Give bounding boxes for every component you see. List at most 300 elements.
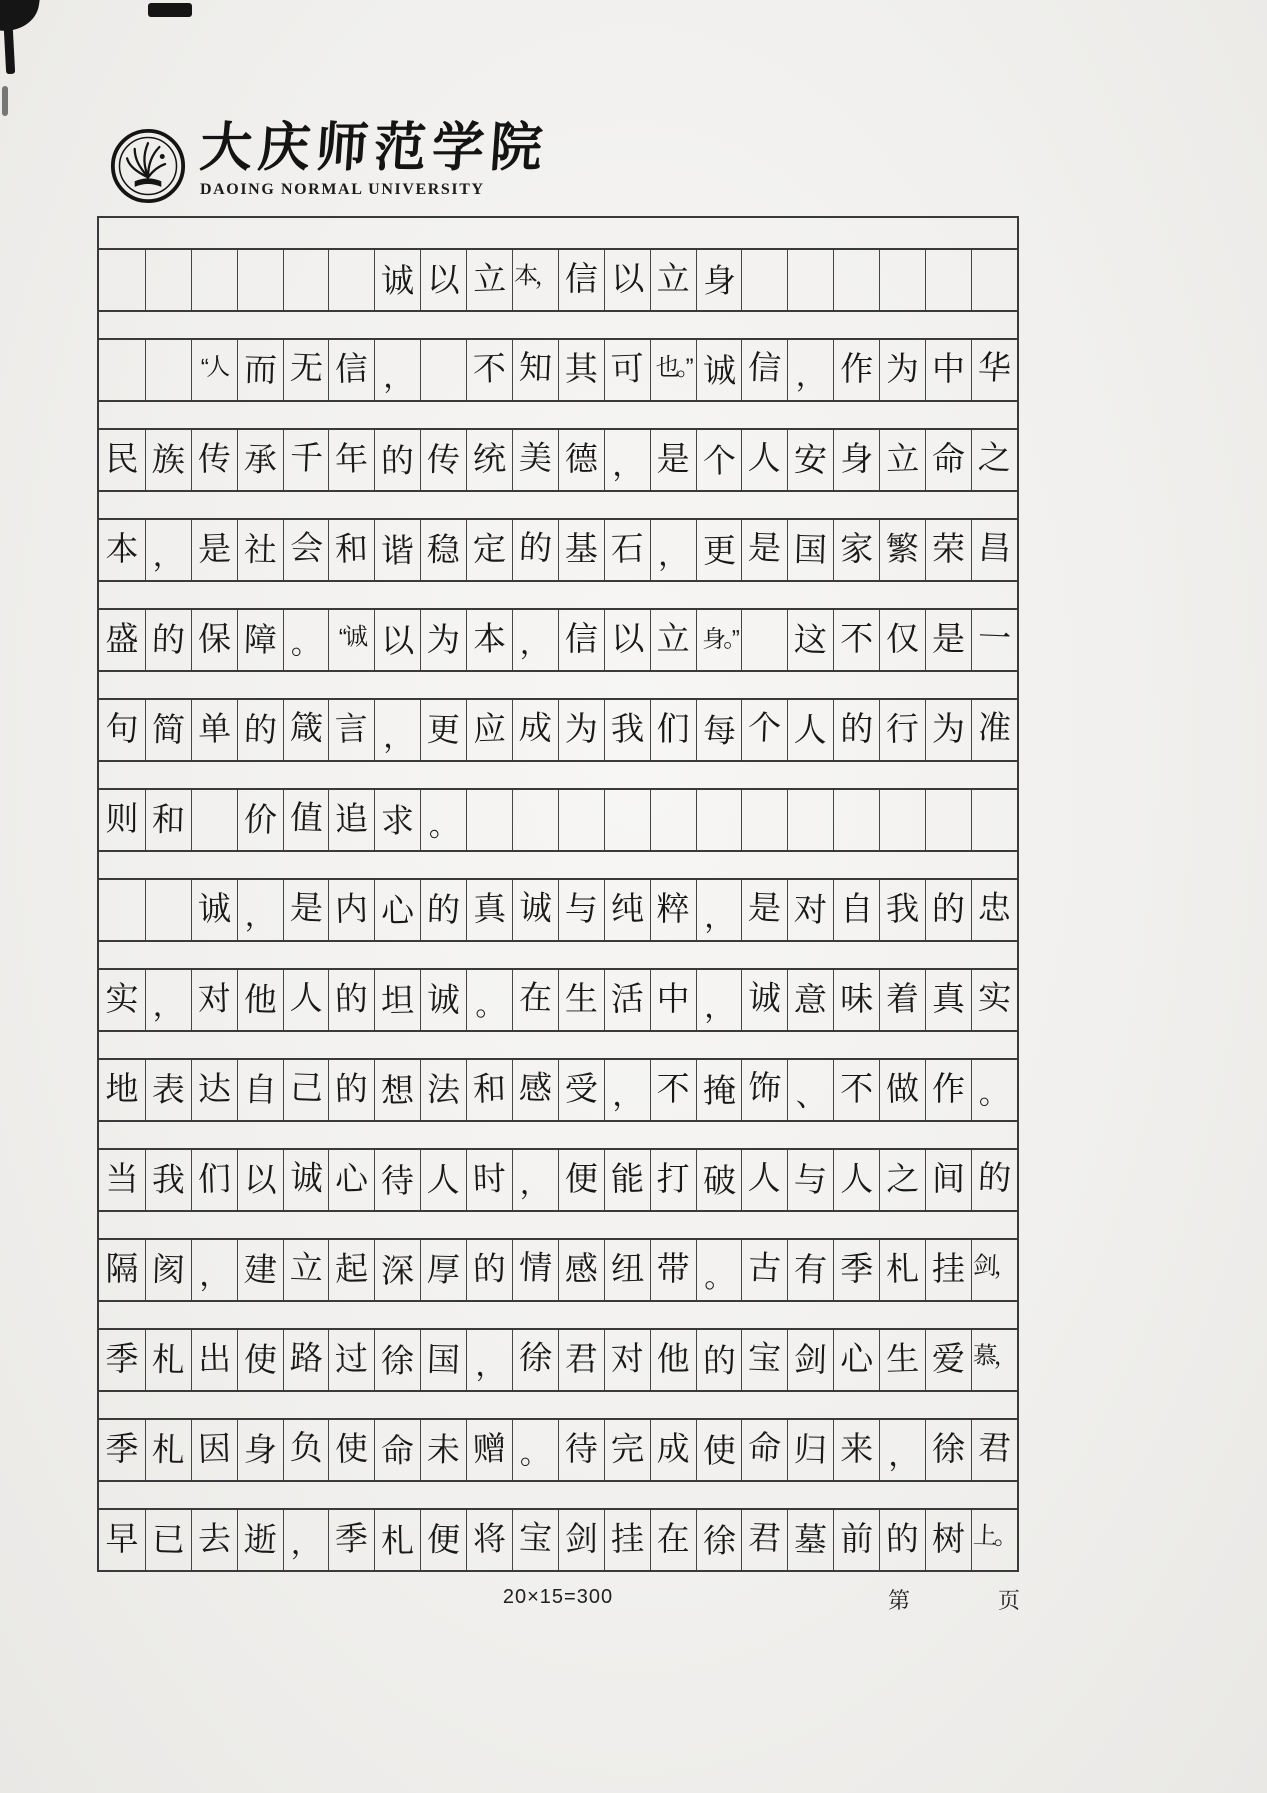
grid-cell: 立 <box>650 250 696 310</box>
grid-cell: 我 <box>604 700 650 760</box>
grid-cell: 身。” <box>696 610 742 670</box>
grid-cell: 每 <box>696 700 742 760</box>
grid-cell: 真 <box>466 880 512 940</box>
grid-cell: 诚 <box>696 340 742 400</box>
grid-cell: 受 <box>558 1060 604 1120</box>
grid-cell: 宝 <box>741 1330 787 1390</box>
grid-cell <box>145 880 191 940</box>
grid-cell: 带 <box>650 1240 696 1300</box>
grid-cell: 忠 <box>971 880 1017 940</box>
grid-cell: 阂 <box>145 1240 191 1300</box>
grid-cell: 不 <box>650 1060 696 1120</box>
grid-cell: 应 <box>466 700 512 760</box>
grid-cell: 去 <box>191 1510 237 1570</box>
grid-cell: 安 <box>787 430 833 490</box>
grid-cell: 华 <box>971 340 1017 400</box>
grid-cell: 信 <box>328 340 374 400</box>
grid-cell: 与 <box>558 880 604 940</box>
grid-cell: 剑， <box>971 1240 1017 1300</box>
grid-cell: 值 <box>283 790 329 850</box>
grid-cell: 使 <box>328 1420 374 1480</box>
grid-cell: 我 <box>879 880 925 940</box>
grid-cell: 人 <box>741 1150 787 1210</box>
grid-cell: 石 <box>604 520 650 580</box>
grid-cell: 的 <box>420 880 466 940</box>
grid-cell: 生 <box>879 1330 925 1390</box>
grid-cell: 有 <box>787 1240 833 1300</box>
grid-cell: 德 <box>558 430 604 490</box>
grid-cell: 实 <box>971 970 1017 1030</box>
grid-cell: 待 <box>374 1150 420 1210</box>
grid-cell: 建 <box>237 1240 283 1300</box>
grid-cell: 诚 <box>283 1150 329 1210</box>
university-name-en: DAOING NORMAL UNIVERSITY <box>200 180 485 198</box>
grid-cell: 这 <box>787 610 833 670</box>
grid-cell: 命 <box>925 430 971 490</box>
grid-cell: 的 <box>145 610 191 670</box>
grid-cell: 我 <box>145 1150 191 1210</box>
grid-cell: 在 <box>512 970 558 1030</box>
grid-cell: 中 <box>925 340 971 400</box>
grid-cell: 做 <box>879 1060 925 1120</box>
grid-cell: 古 <box>741 1240 787 1300</box>
grid-cell: 札 <box>374 1510 420 1570</box>
grid-cell: 的 <box>925 880 971 940</box>
grid-cell: 身 <box>696 250 742 310</box>
grid-cell: 个 <box>741 700 787 760</box>
grid-cell: 季 <box>328 1510 374 1570</box>
grid-cell: 社 <box>237 520 283 580</box>
grid-cell: 上。 <box>971 1510 1017 1570</box>
grid-cell: 仅 <box>879 610 925 670</box>
row-gap-strip <box>99 672 1017 698</box>
grid-cell: 起 <box>328 1240 374 1300</box>
grid-cell: 挂 <box>925 1240 971 1300</box>
grid-cell: 着 <box>879 970 925 1030</box>
grid-cell <box>971 790 1017 850</box>
text-row <box>99 788 1017 852</box>
grid-cell: 将 <box>466 1510 512 1570</box>
grid-cell <box>145 340 191 400</box>
grid-cell: ， <box>512 1150 558 1210</box>
grid-cell: “人 <box>191 340 237 400</box>
grid-cell <box>420 340 466 400</box>
row-gap-strip <box>99 762 1017 788</box>
grid-cell: 立 <box>879 430 925 490</box>
grid-cell: 之 <box>971 430 1017 490</box>
grid-cell: 身 <box>833 430 879 490</box>
grid-cell: ， <box>650 520 696 580</box>
grid-cell: 徐 <box>925 1420 971 1480</box>
grid-cell: 以 <box>374 610 420 670</box>
row-gap-strip <box>99 312 1017 338</box>
grid-cell: 是 <box>650 430 696 490</box>
grid-cell: 与 <box>787 1150 833 1210</box>
grid-cell: 。 <box>696 1240 742 1300</box>
row-gap-strip <box>99 942 1017 968</box>
grid-top-margin-strip <box>99 218 1017 248</box>
grid-cell: 。 <box>283 610 329 670</box>
grid-cell: 以 <box>604 250 650 310</box>
grid-cell: 来 <box>833 1420 879 1480</box>
grid-cell: 心 <box>833 1330 879 1390</box>
grid-cell: 过 <box>328 1330 374 1390</box>
grid-cell <box>787 250 833 310</box>
grid-cell: 准 <box>971 700 1017 760</box>
row-gap-strip <box>99 852 1017 878</box>
grid-cell: 追 <box>328 790 374 850</box>
grid-cell: 札 <box>145 1420 191 1480</box>
grid-cell: ， <box>604 430 650 490</box>
grid-cell: 简 <box>145 700 191 760</box>
grid-cell <box>741 790 787 850</box>
text-row <box>99 338 1017 402</box>
grid-cell: 无 <box>283 340 329 400</box>
grid-cell: 的 <box>374 430 420 490</box>
grid-cell: 人 <box>787 700 833 760</box>
grid-cell: 人 <box>741 430 787 490</box>
grid-cell: 之 <box>879 1150 925 1210</box>
grid-cell: 以 <box>604 610 650 670</box>
grid-cell: 宝 <box>512 1510 558 1570</box>
text-row <box>99 1418 1017 1482</box>
grid-cell: 是 <box>741 520 787 580</box>
grid-cell: ， <box>696 970 742 1030</box>
grid-cell: 时 <box>466 1150 512 1210</box>
page-prefix-label: 第 <box>888 1588 911 1613</box>
grid-cell: 想 <box>374 1060 420 1120</box>
grid-cell: 本， <box>512 250 558 310</box>
grid-cell: 人 <box>833 1150 879 1210</box>
grid-cell: 更 <box>420 700 466 760</box>
grid-cell: 的 <box>879 1510 925 1570</box>
grid-cell: 价 <box>237 790 283 850</box>
grid-cell: 诚 <box>374 250 420 310</box>
grid-cell: ， <box>604 1060 650 1120</box>
grid-cell <box>283 250 329 310</box>
grid-cell: 自 <box>833 880 879 940</box>
grid-cell: 对 <box>191 970 237 1030</box>
grid-cell: 立 <box>283 1240 329 1300</box>
grid-cell: 不 <box>833 610 879 670</box>
photo-artifact-smudge <box>2 86 8 116</box>
grid-cell: 的 <box>833 700 879 760</box>
grid-cell: 更 <box>696 520 742 580</box>
grid-cell: 剑 <box>558 1510 604 1570</box>
row-gap-strip <box>99 1122 1017 1148</box>
grid-cell: 表 <box>145 1060 191 1120</box>
grid-cell: 君 <box>741 1510 787 1570</box>
grid-cell: 实 <box>105 980 139 1017</box>
title-row <box>99 248 1017 312</box>
grid-cell: ， <box>696 880 742 940</box>
grid-cell: 命 <box>741 1420 787 1480</box>
grid-cell: 剑 <box>787 1330 833 1390</box>
grid-cell: 的 <box>328 1060 374 1120</box>
grid-cell: 爱 <box>925 1330 971 1390</box>
grid-cell: 单 <box>191 700 237 760</box>
grid-cell: 民 <box>105 440 139 477</box>
grid-cell: 厚 <box>420 1240 466 1300</box>
grid-cell <box>99 250 145 310</box>
grid-cell <box>925 790 971 850</box>
grid-cell: 季 <box>105 1430 139 1467</box>
grid-cell: 的 <box>696 1330 742 1390</box>
university-header <box>110 119 551 204</box>
grid-cell: 为 <box>558 700 604 760</box>
grid-cell: 心 <box>374 880 420 940</box>
grid-cell: 的 <box>328 970 374 1030</box>
grid-cell: 的 <box>512 520 558 580</box>
grid-cell: 不 <box>833 1060 879 1120</box>
grid-cell: 在 <box>650 1510 696 1570</box>
grid-cell: 树 <box>925 1510 971 1570</box>
grid-cell: 保 <box>191 610 237 670</box>
grid-cell: 盛 <box>105 620 139 657</box>
text-row <box>99 608 1017 672</box>
grid-cell: 荣 <box>925 520 971 580</box>
grid-cell: 身 <box>237 1420 283 1480</box>
grid-cell: 地 <box>105 1070 139 1107</box>
grid-cell <box>99 880 145 940</box>
grid-cell <box>604 790 650 850</box>
grid-cell: 真 <box>925 970 971 1030</box>
grid-cell: 可 <box>604 340 650 400</box>
page-number-labels <box>888 1584 1020 1615</box>
text-row <box>99 698 1017 762</box>
grid-cell: 意 <box>787 970 833 1030</box>
grid-cell: 待 <box>558 1420 604 1480</box>
grid-cell: ， <box>374 700 420 760</box>
grid-cell: 本 <box>466 610 512 670</box>
grid-cell: 。 <box>466 970 512 1030</box>
grid-cell: 归 <box>787 1420 833 1480</box>
handwritten-text-rows <box>99 248 1017 1572</box>
grid-cell: 便 <box>420 1510 466 1570</box>
grid-cell: 和 <box>328 520 374 580</box>
grid-cell: 谐 <box>374 520 420 580</box>
grid-cell: 慕， <box>971 1330 1017 1390</box>
text-row <box>99 1148 1017 1212</box>
grid-cell: 国 <box>787 520 833 580</box>
grid-cell: 传 <box>191 430 237 490</box>
grid-cell: 信 <box>558 610 604 670</box>
photo-artifact-bar <box>148 3 192 17</box>
text-row <box>99 1238 1017 1302</box>
grid-cell: 为 <box>879 340 925 400</box>
grid-cell: 们 <box>650 700 696 760</box>
grid-cell: 美 <box>512 430 558 490</box>
grid-cell: ， <box>145 520 191 580</box>
grid-cell: 为 <box>925 700 971 760</box>
grid-cell: 间 <box>925 1150 971 1210</box>
grid-cell: 中 <box>650 970 696 1030</box>
grid-cell: ， <box>283 1510 329 1570</box>
grid-cell: 纯 <box>604 880 650 940</box>
grid-cell: 法 <box>420 1060 466 1120</box>
grid-cell: 因 <box>191 1420 237 1480</box>
grid-cell: 便 <box>558 1150 604 1210</box>
row-gap-strip <box>99 1212 1017 1238</box>
grid-cell: 是 <box>925 610 971 670</box>
grid-cell: 为 <box>420 610 466 670</box>
grid-cell: 负 <box>283 1420 329 1480</box>
grid-cell: 传 <box>420 430 466 490</box>
grid-cell: 统 <box>466 430 512 490</box>
grid-cell: 其 <box>558 340 604 400</box>
grid-cell: 作 <box>925 1060 971 1120</box>
grid-cell: 完 <box>604 1420 650 1480</box>
university-logo-icon <box>110 128 186 204</box>
grid-cell: 内 <box>328 880 374 940</box>
grid-cell: 行 <box>879 700 925 760</box>
grid-cell <box>328 250 374 310</box>
grid-cell: 季 <box>833 1240 879 1300</box>
grid-cell: ， <box>512 610 558 670</box>
grid-cell: 情 <box>512 1240 558 1300</box>
grid-cell: 。 <box>420 790 466 850</box>
grid-cell: 诚 <box>512 880 558 940</box>
grid-cell: 出 <box>191 1330 237 1390</box>
grid-cell: 使 <box>237 1330 283 1390</box>
grid-cell: 掩 <box>696 1060 742 1120</box>
grid-cell: 路 <box>283 1330 329 1390</box>
grid-cell: 繁 <box>879 520 925 580</box>
grid-cell <box>191 250 237 310</box>
grid-cell: 作 <box>833 340 879 400</box>
row-gap-strip <box>99 582 1017 608</box>
grid-cell: 早 <box>105 1520 139 1557</box>
row-gap-strip <box>99 1482 1017 1508</box>
grid-cell: 心 <box>328 1150 374 1210</box>
grid-cell: 他 <box>650 1330 696 1390</box>
grid-cell: 则 <box>105 800 139 837</box>
grid-cell: 他 <box>237 970 283 1030</box>
grid-cell: 对 <box>604 1330 650 1390</box>
grid-cell: ， <box>374 340 420 400</box>
grid-cell: 成 <box>650 1420 696 1480</box>
grid-cell: ， <box>787 340 833 400</box>
grid-cell: 墓 <box>787 1510 833 1570</box>
grid-cell: 生 <box>558 970 604 1030</box>
text-row <box>99 1328 1017 1392</box>
grid-cell: 言 <box>328 700 374 760</box>
grid-cell: 的 <box>971 1150 1017 1210</box>
grid-cell <box>237 250 283 310</box>
grid-cell: 是 <box>191 520 237 580</box>
grid-cell <box>512 790 558 850</box>
grid-cell <box>741 610 787 670</box>
grid-cell: 句 <box>105 710 139 747</box>
grid-cell: 纽 <box>604 1240 650 1300</box>
grid-cell: 。 <box>971 1060 1017 1120</box>
photo-artifact-edge <box>4 28 15 74</box>
grid-cell: 对 <box>787 880 833 940</box>
grid-cell <box>650 790 696 850</box>
grid-cell: 打 <box>650 1150 696 1210</box>
grid-cell: 定 <box>466 520 512 580</box>
grid-cell: 成 <box>512 700 558 760</box>
grid-cell <box>696 790 742 850</box>
grid-cell: 徐 <box>374 1330 420 1390</box>
text-row <box>99 1508 1017 1572</box>
grid-cell: 知 <box>512 340 558 400</box>
grid-cell: 未 <box>420 1420 466 1480</box>
grid-cell: 破 <box>696 1150 742 1210</box>
grid-cell: 信 <box>558 250 604 310</box>
row-gap-strip <box>99 402 1017 428</box>
grid-cell: 诚 <box>191 880 237 940</box>
grid-cell: 信 <box>741 340 787 400</box>
grid-cell: 徐 <box>696 1510 742 1570</box>
grid-cell: 年 <box>328 430 374 490</box>
grid-cell: 、 <box>787 1060 833 1120</box>
grid-cell: 家 <box>833 520 879 580</box>
grid-cell: 诚 <box>420 970 466 1030</box>
grid-cell: 的 <box>466 1240 512 1300</box>
grid-cell: 君 <box>558 1330 604 1390</box>
grid-cell: ， <box>879 1420 925 1480</box>
grid-cell: 坦 <box>374 970 420 1030</box>
grid-cell: 。 <box>512 1420 558 1480</box>
grid-cell <box>99 340 145 400</box>
grid-cell: 当 <box>105 1160 139 1197</box>
grid-cell: 己 <box>283 1060 329 1120</box>
grid-cell: 能 <box>604 1150 650 1210</box>
grid-cell: 千 <box>283 430 329 490</box>
grid-cell: 和 <box>466 1060 512 1120</box>
grid-cell: 感 <box>558 1240 604 1300</box>
grid-cell: 个 <box>696 430 742 490</box>
grid-cell: “诚 <box>328 610 374 670</box>
grid-cell: 障 <box>237 610 283 670</box>
grid-cell: 们 <box>191 1150 237 1210</box>
grid-cell: 和 <box>145 790 191 850</box>
grid-cell: 稳 <box>420 520 466 580</box>
text-row <box>99 428 1017 492</box>
row-gap-strip <box>99 1392 1017 1418</box>
grid-cell: 深 <box>374 1240 420 1300</box>
grid-cell: 昌 <box>971 520 1017 580</box>
grid-cell <box>191 790 237 850</box>
grid-cell: 国 <box>420 1330 466 1390</box>
page-suffix-label: 页 <box>997 1588 1020 1613</box>
grid-cell: 使 <box>696 1420 742 1480</box>
grid-cell: 命 <box>374 1420 420 1480</box>
grid-cell: 基 <box>558 520 604 580</box>
grid-cell: ， <box>237 880 283 940</box>
grid-cell: 徐 <box>512 1330 558 1390</box>
grid-cell: 自 <box>237 1060 283 1120</box>
grid-cell: 札 <box>879 1240 925 1300</box>
grid-cell: 君 <box>971 1420 1017 1480</box>
grid-cell: 本 <box>105 530 139 567</box>
grid-cell: 挂 <box>604 1510 650 1570</box>
grid-cell: 立 <box>650 610 696 670</box>
grid-cell: 箴 <box>283 700 329 760</box>
text-row <box>99 1058 1017 1122</box>
grid-cell: 一 <box>971 610 1017 670</box>
grid-cell <box>971 250 1017 310</box>
row-gap-strip <box>99 492 1017 518</box>
row-gap-strip <box>99 1302 1017 1328</box>
grid-cell: 承 <box>237 430 283 490</box>
composition-grid-paper <box>97 216 1019 1572</box>
text-row <box>99 518 1017 582</box>
grid-cell: 是 <box>741 880 787 940</box>
grid-cell: 而 <box>237 340 283 400</box>
university-name-cn: 大庆师范学院 <box>198 119 551 178</box>
